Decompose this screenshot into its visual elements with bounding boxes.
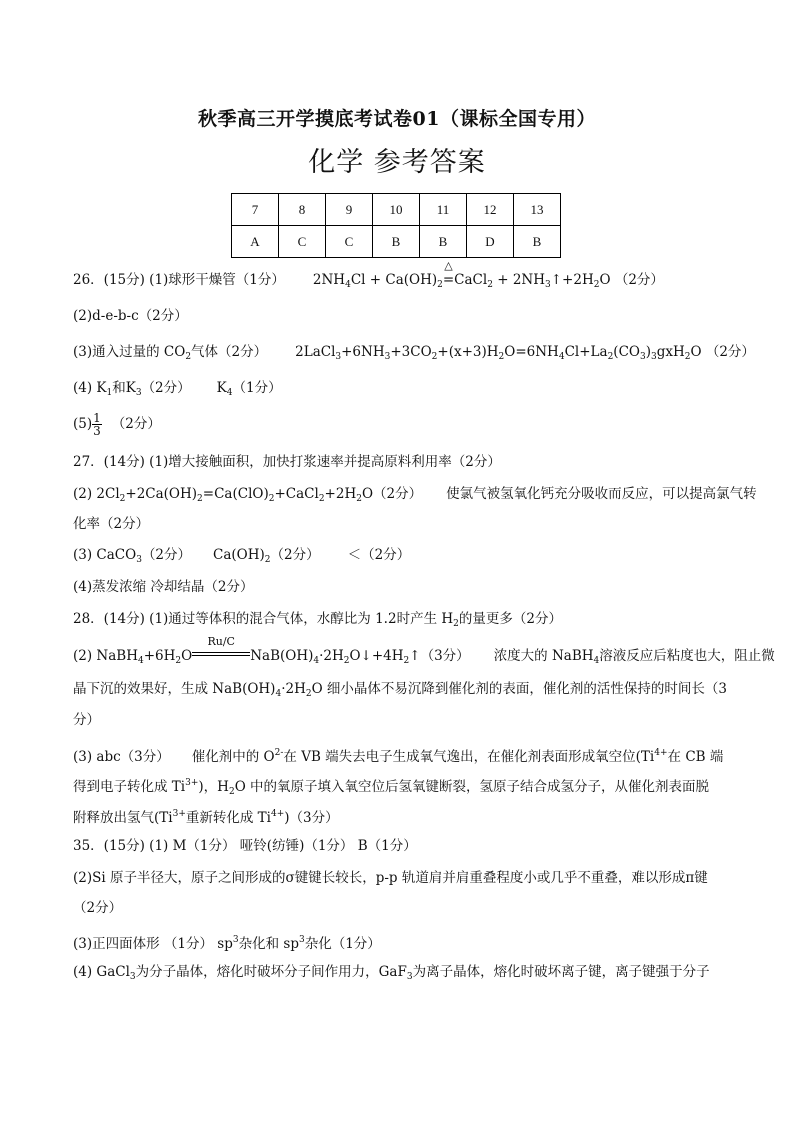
q27-line-4: (3) CaCO$_3$（2分） $Ca(OH)_2(2$分） ＜（2分） — [73, 547, 411, 565]
table-cell: A — [232, 226, 279, 258]
table-cell: 12 — [467, 194, 514, 226]
q27-line-5: (4)蒸发浓缩 冷却结晶（2分） — [73, 579, 254, 595]
table-cell: 11 — [420, 194, 467, 226]
q26-line-5: (5) $\frac{1}{3}$ （2分） — [73, 411, 161, 438]
q26-line-1: 26．(15分) (1)球形干燥管（1分） $2NH_4Cl + Ca(OH)_2$ △ =CaCl$_2$ + $2NH_3↑+2H_2O$ （2分） — [73, 259, 664, 290]
table-cell: B — [420, 226, 467, 258]
q35-line-1: 35．(15分) (1) M（1分） 哑铃(纺锤)（1分） B（1分） — [73, 838, 417, 854]
answer-table-row-numbers — [232, 194, 561, 226]
table-cell: C — [326, 226, 373, 258]
table-cell: 7 — [232, 194, 279, 226]
table-cell: C — [279, 226, 326, 258]
q27-line-2: (2) $2Cl_2+2Ca(OH)_2=Ca(ClO)_2+CaCl_2+2H_2O(2$分） 使氯气被氢氧化钙充分吸收而反应，可以提高氯气转 — [73, 486, 757, 504]
page-title: 秋季高三开学摸底考试卷01（课标全国专用） — [198, 108, 596, 130]
q28-line-3: 晶下沉的效果好，生成 $NaB(OH)_4\cdot 2H_2O$ 细小晶体不易沉降到催化剂的表面，催化剂的活性保持的时间长（3 — [73, 681, 728, 699]
q28-line-7: 附释放出氢气($Ti^{3+}$重新转化成 $Ti^{4+})(3$分） — [73, 809, 339, 826]
table-cell: 9 — [326, 194, 373, 226]
q35-line-4: (3)正四面体形 （1分） $sp^3$杂化和 $sp^3$杂化（1分） — [73, 935, 381, 952]
answer-table — [231, 193, 561, 258]
catalyst-condition: Ru/C — [192, 646, 250, 666]
q35-line-3: （2分） — [73, 900, 123, 916]
answer-table-row-answers — [232, 226, 561, 258]
q28-line-6: 得到电子转化成 $Ti^{3+}$)，$H_2O$ 中的氧原子填入氧空位后氢氧键断裂，氢原子结合成氢分子，从催化剂表面脱 — [73, 778, 710, 797]
q28-line-5: (3) abc（3分） 催化剂中的 $O^{2-}$在 VB 端失去电子生成氧气逸出，在催化剂表面形成氧空位($Ti^{4+}$在 CB 端 — [73, 748, 724, 765]
q26-line-3: (3)通入过量的 $CO_2$气体（2分） $2LaCl_3+6NH_3+3CO_2+(x+3)H_2O=6NH_4Cl+La_2(CO_3)_3gxH_2O$ （2分） — [73, 344, 755, 362]
table-cell: 13 — [514, 194, 561, 226]
q26-line-2: (2)d-e-b-c（2分） — [73, 308, 188, 324]
q26-line-4: (4) $K_1$和$K_3(2$分） $K_4(1$分） — [73, 380, 282, 398]
q28-line-4: 分） — [73, 712, 100, 728]
q28-line-1: 28．(14分) (1)通过等体积的混合气体，水醇比为 1.2时产生 $H_2$的量更多（2分） — [73, 611, 562, 629]
table-cell: 10 — [373, 194, 420, 226]
fraction: $\frac{1}{3}$ — [93, 411, 101, 438]
table-cell: B — [373, 226, 420, 258]
heating-condition: △ = — [442, 259, 455, 288]
table-cell: B — [514, 226, 561, 258]
q27-line-1: 27．(14分) (1)增大接触面积，加快打浆速率并提高原料利用率（2分） — [73, 454, 501, 470]
page-subtitle: 化学 参考答案 — [308, 147, 486, 178]
q27-line-3: 化率（2分） — [73, 516, 150, 532]
table-cell: D — [467, 226, 514, 258]
table-cell: 8 — [279, 194, 326, 226]
q35-line-5: (4) GaCl$_3$为分子晶体，熔化时破坏分子间作用力，GaF$_3$为离子晶体，熔化时破坏离子键，离子键强于分子 — [73, 964, 710, 982]
q28-line-2: (2) $NaBH_4+6H_2O$ Ru/C $NaB(OH)_4\cdot 2H_2O↓+4H_2↑(3$分） 浓度大的 NaBH$_4$溶液反应后粘度也大，阻止微 — [73, 635, 775, 666]
q35-line-2: (2)Si 原子半径大，原子之间形成的σ键键长较长，p-p 轨道肩并肩重叠程度小或几乎不重叠，难以形成π键 — [73, 870, 708, 886]
